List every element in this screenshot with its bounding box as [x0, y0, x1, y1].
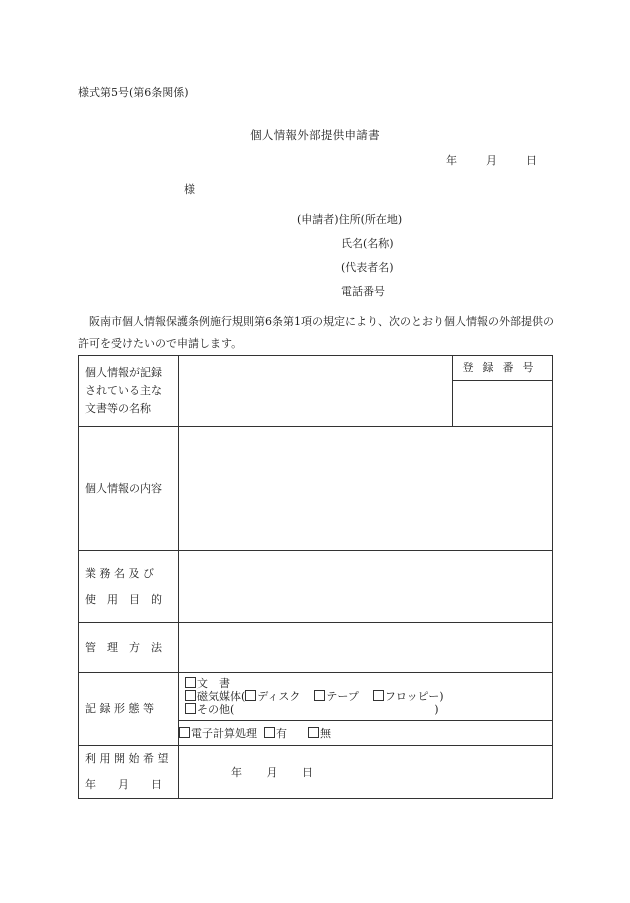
recording-options [179, 673, 553, 721]
computer-processing: 電子計算処理 有 無 [179, 721, 553, 746]
date-month: 月 [486, 154, 497, 167]
row-start-date [79, 746, 553, 799]
row-document-name [79, 356, 553, 427]
form-number: 様式第5号(第6条関係) [78, 86, 189, 99]
checkbox-computer-yes[interactable] [264, 727, 275, 738]
content-label: 個人情報の内容 [79, 427, 179, 551]
business-field[interactable] [179, 551, 553, 623]
intro-text: 阪南市個人情報保護条例施行規則第6条第1項の規定により、次のとおり個人情報の外部提供の許可を受けたいので申請します。 [78, 315, 554, 350]
start-date-label: 利 用 開 始 希 望 年 月 日 [79, 746, 179, 799]
page-title: 個人情報外部提供申請書 [250, 128, 380, 142]
applicant-representative-label: (代表者名) [341, 261, 394, 274]
document-name-label: 個人情報が記録 されている主な 文書等の名称 [79, 356, 179, 427]
recording-label: 記 録 形 態 等 [79, 673, 179, 746]
row-management [79, 623, 553, 673]
row-recording [79, 673, 553, 721]
application-form-table [78, 355, 553, 799]
checkbox-other[interactable] [185, 703, 196, 714]
date-day: 日 [526, 154, 537, 167]
start-date-field[interactable]: 年 月 日 [179, 746, 553, 799]
management-label: 管 理 方 法 [79, 623, 179, 673]
option-magnetic: 磁気媒体( ディスク テープ フロッピー) [179, 690, 552, 703]
date-year: 年 [446, 154, 457, 167]
registration-number-label: 登録番号 [453, 356, 552, 381]
management-field[interactable] [179, 623, 553, 673]
option-other: その他( ) [179, 703, 552, 716]
registration-number-box [452, 356, 552, 426]
applicant-address-label: (申請者)住所(所在地) [297, 213, 403, 226]
checkbox-computer[interactable] [179, 727, 190, 738]
document-name-field[interactable] [179, 356, 553, 427]
addressee: 様 [184, 183, 195, 196]
applicant-phone-label: 電話番号 [341, 285, 385, 298]
applicant-name-label: 氏名(名称) [341, 237, 394, 250]
checkbox-computer-no[interactable] [308, 727, 319, 738]
date-line [446, 152, 537, 168]
option-document: 文 書 [179, 677, 552, 690]
checkbox-document[interactable] [185, 677, 196, 688]
content-field[interactable] [179, 427, 553, 551]
checkbox-magnetic[interactable] [185, 690, 196, 701]
row-content [79, 427, 553, 551]
checkbox-disk[interactable] [245, 690, 256, 701]
business-label: 業 務 名 及 び 使 用 目 的 [79, 551, 179, 623]
row-business [79, 551, 553, 623]
checkbox-floppy[interactable] [373, 690, 384, 701]
checkbox-tape[interactable] [314, 690, 325, 701]
registration-number-field[interactable] [453, 381, 552, 426]
